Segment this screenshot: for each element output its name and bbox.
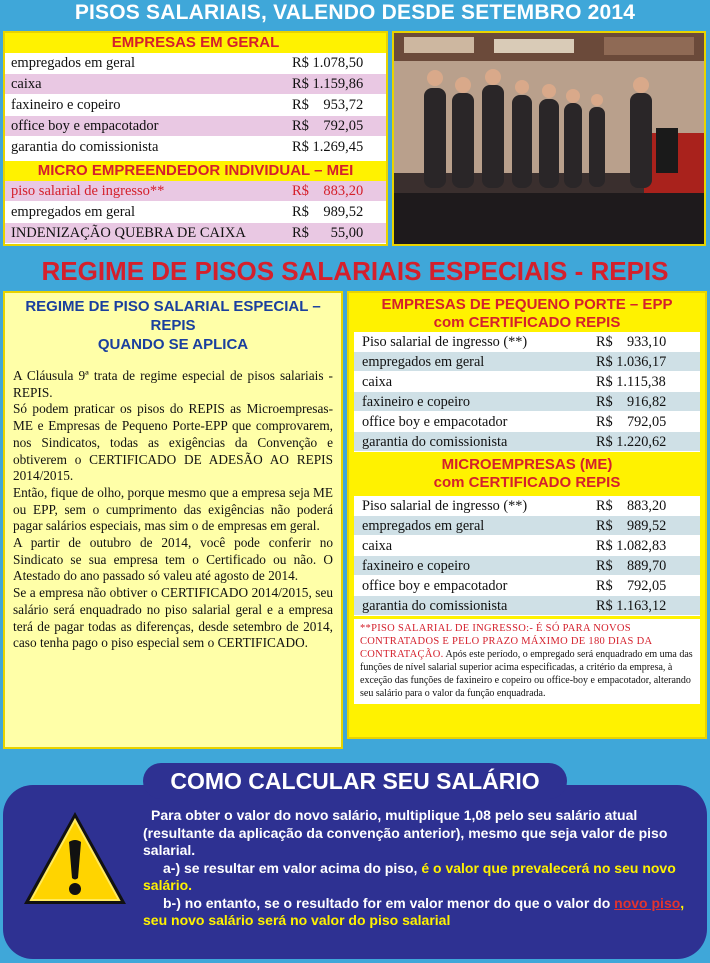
table-row	[354, 596, 700, 616]
calc-item-a-text: a-) se resultar em valor acima do piso,	[163, 859, 422, 876]
heading-line: com CERTIFICADO REPIS	[433, 314, 621, 331]
row-value: R$ 1.159,86	[292, 76, 364, 92]
row-value: R$ 889,70	[596, 558, 667, 574]
warning-icon	[20, 808, 130, 908]
row-label: faxineiro e copeiro	[362, 394, 470, 410]
heading-line: com CERTIFICADO REPIS	[433, 474, 621, 491]
table-row	[354, 392, 700, 412]
paragraph: Se a empresa não obtiver o CERTIFICADO 2014/2015, seu salário será enquadrado no piso salarial geral e a empresa terá de pagar todas as diferenças, desde setembro de 2014, caso tenha pago o piso especial sem o CERTIFICADO.	[13, 585, 333, 651]
row-value: R$ 792,05	[292, 118, 364, 134]
row-value: R$ 792,05	[596, 414, 667, 430]
row-label: empregados em geral	[362, 354, 485, 370]
table-row	[5, 137, 386, 158]
empresas-geral-table	[3, 31, 388, 246]
heading-line: REGIME DE PISO SALARIAL ESPECIAL –	[25, 298, 321, 315]
row-value: R$ 792,05	[596, 578, 667, 594]
calc-item-a	[143, 860, 693, 895]
calc-intro: Para obter o valor do novo salário, multiplique 1,08 pelo seu salário atual (resultante da aplicação da convenção anterior), mesmo que seja valor de piso salarial.	[143, 807, 668, 858]
repis-title: REGIME DE PISOS SALARIAIS ESPECIAIS - REPIS	[41, 256, 669, 286]
row-value: R$ 1.115,38	[596, 374, 666, 390]
table-row	[5, 181, 386, 202]
table-row	[354, 516, 700, 536]
calc-item-b-novo-piso: novo piso	[614, 894, 681, 911]
table-row	[5, 95, 386, 116]
heading-line: QUANDO SE APLICA	[97, 336, 249, 353]
calc-item-b	[143, 895, 693, 930]
table-row	[354, 352, 700, 372]
table-row	[354, 432, 700, 452]
row-label: piso salarial de ingresso**	[11, 183, 165, 199]
row-label: empregados em geral	[362, 518, 485, 534]
row-label: garantia do comissionista	[362, 434, 508, 450]
table-row	[354, 496, 700, 516]
row-value: R$ 1.036,17	[596, 354, 667, 370]
table-row	[354, 412, 700, 432]
quando-se-aplica-body	[13, 368, 333, 652]
mei-title: MICRO EMPREENDEDOR INDIVIDUAL – MEI	[5, 161, 386, 181]
row-value: R$ 953,72	[292, 97, 364, 113]
row-value: R$ 1.082,83	[596, 538, 667, 554]
heading-line: EMPRESAS DE PEQUENO PORTE – EPP	[381, 296, 673, 313]
calc-item-a-highlight: é o valor que prevalecerá no seu novo salário.	[143, 859, 676, 893]
row-label: faxineiro e copeiro	[11, 97, 121, 113]
row-value: R$ 1.220,62	[596, 434, 667, 450]
event-photo	[392, 31, 706, 246]
page-title: PISOS SALARIAIS, VALENDO DESDE SETEMBRO 2014	[74, 1, 636, 24]
row-value: R$ 55,00	[292, 225, 364, 241]
epp-heading	[354, 296, 700, 332]
table-row	[5, 116, 386, 137]
event-photo-illustration	[394, 33, 706, 246]
me-table	[354, 496, 700, 616]
piso-ingresso-note	[354, 619, 700, 704]
row-value: R$ 883,20	[596, 498, 667, 514]
calc-item-b-highlight: , seu novo salário será no valor do piso salarial	[143, 894, 685, 928]
row-value: R$ 989,52	[596, 518, 667, 534]
row-label: office boy e empacotador	[362, 578, 508, 594]
calc-item-b-text: b-) no entanto, se o resultado for em valor menor do que o valor do	[163, 894, 615, 911]
row-label: garantia do comissionista	[362, 598, 508, 614]
note-caps: **PISO SALARIAL DE INGRESSO:- É SÓ PARA NOVOS CONTRATADOS E PELO PRAZO MÁXIMO DE 180 DIAS DA CONTRATAÇÃO.	[360, 623, 652, 660]
table-row	[5, 223, 386, 244]
row-value: R$ 989,52	[292, 204, 364, 220]
repis-tables-box	[347, 291, 707, 739]
table-row	[354, 556, 700, 576]
paragraph: Então, fique de olho, porque mesmo que a empresa seja ME ou EPP, sem o cumprimento das exigências não poderá pagar salários especiais, mas sim o de empresas em geral.	[13, 484, 333, 534]
row-value: R$ 883,20	[292, 183, 364, 199]
row-value: R$ 916,82	[596, 394, 667, 410]
row-label: caixa	[11, 76, 42, 92]
row-value: R$ 933,10	[596, 334, 667, 350]
paragraph: A partir de outubro de 2014, você pode conferir no Sindicato se sua empresa tem o Certificado ou não. O Atestado do ano passado só valeu até agosto de 2014.	[13, 535, 333, 584]
row-label: office boy e empacotador	[362, 414, 508, 430]
heading-line: MICROEMPRESAS (ME)	[441, 456, 613, 473]
table-row	[354, 372, 700, 392]
row-label: faxineiro e copeiro	[362, 558, 470, 574]
note-text: Após este período, o empregado será enquadrado em uma das funções de nível salarial superior acima especificadas, a critério da empresa, à exceção das funções de faxineiro e copeiro ou office-boy e empacotador, alterando seu salário para o valor da função enquadrada.	[360, 649, 693, 699]
table-row	[354, 536, 700, 556]
row-label: garantia do comissionista	[11, 139, 159, 155]
row-value: R$ 1.163,12	[596, 598, 667, 614]
paragraph: A Cláusula 9ª trata de regime especial de pisos salariais - REPIS.	[13, 368, 333, 400]
quando-se-aplica-box	[3, 291, 343, 749]
table-row	[354, 332, 700, 352]
row-label: caixa	[362, 538, 393, 554]
epp-table	[354, 332, 700, 452]
row-label: INDENIZAÇÃO QUEBRA DE CAIXA	[11, 225, 246, 241]
row-value: R$ 1.078,50	[292, 55, 364, 71]
heading-line: REPIS	[150, 317, 196, 334]
row-label: empregados em geral	[11, 204, 136, 220]
me-heading	[354, 456, 700, 492]
table-row	[354, 576, 700, 596]
table-row	[5, 74, 386, 95]
row-label: empregados em geral	[11, 55, 136, 71]
row-label: Piso salarial de ingresso (**)	[362, 498, 528, 514]
empresas-geral-title: EMPRESAS EM GERAL	[5, 33, 386, 53]
table-row	[5, 202, 386, 223]
row-label: Piso salarial de ingresso (**)	[362, 334, 528, 350]
calc-title: COMO CALCULAR SEU SALÁRIO	[143, 763, 567, 799]
row-label: caixa	[362, 374, 393, 390]
row-label: office boy e empacotador	[11, 118, 159, 134]
row-value: R$ 1.269,45	[292, 139, 364, 155]
paragraph: Só podem praticar os pisos do REPIS as Microempresas-ME e Empresas de Pequeno Porte-EPP que comprovarem, nos Sindicatos, todas as exigências da Convenção e obtiverem o CERTIFICADO DE ADESÃO AO REPIS 2014/2015.	[13, 401, 333, 484]
quando-se-aplica-heading	[13, 297, 333, 354]
table-row	[5, 53, 386, 74]
